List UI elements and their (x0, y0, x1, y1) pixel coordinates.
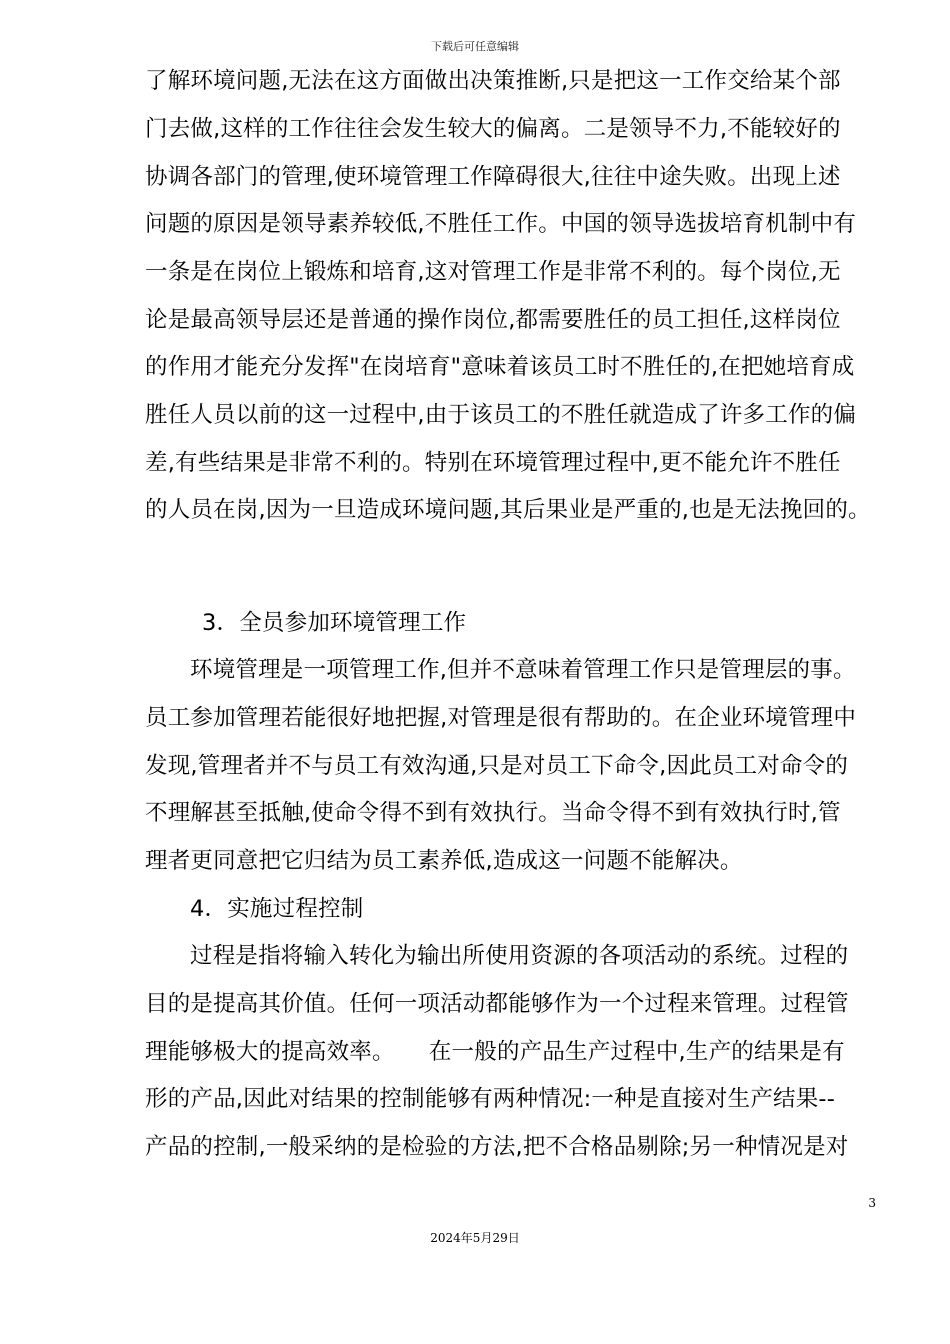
text-line: 了解环境问题,无法在这方面做出决策推断,只是把这一工作交给某个部 (145, 68, 841, 94)
text-line: 理者更同意把它归结为员工素养低,造成这一问题不能解决。 (145, 848, 743, 874)
page-number: 3 (868, 1196, 876, 1210)
footer-date: 2024年5月29日 (430, 1231, 520, 1245)
section-heading: 3．全员参加环境管理工作 (202, 610, 467, 636)
text-line: 门去做,这样的工作往往会发生较大的偏离。二是领导不力,不能较好的 (145, 116, 841, 142)
text-line: 的作用才能充分发挥"在岗培育"意味着该员工时不胜任的,在把她培育成 (145, 354, 855, 380)
text-line: 目的是提高其价值。任何一项活动都能够作为一个过程来管理。过程管 (145, 991, 849, 1017)
text-line: 发现,管理者并不与员工有效沟通,只是对员工下命令,因此员工对命令的 (145, 753, 849, 779)
text-line: 员工参加管理若能很好地把握,对管理是很有帮助的。在企业环境管理中 (145, 705, 857, 731)
section-heading: 4．实施过程控制 (190, 896, 364, 922)
text-line: 过程是指将输入转化为输出所使用资源的各项活动的系统。过程的 (190, 943, 849, 969)
text-line: 形的产品,因此对结果的控制能够有两种情况:一种是直接对生产结果-- (145, 1086, 836, 1112)
text-line: 胜任人员以前的这一过程中,由于该员工的不胜任就造成了许多工作的偏 (145, 402, 857, 428)
text-line: 的人员在岗,因为一旦造成环境问题,其后果业是严重的,也是无法挽回的。 (145, 497, 871, 523)
text-line: 论是最高领导层还是普通的操作岗位,都需要胜任的员工担任,这样岗位 (145, 307, 841, 333)
text-line: 协调各部门的管理,使环境管理工作障碍很大,往往中途失败。出现上述 (145, 164, 841, 190)
text-line: 环境管理是一项管理工作,但并不意味着管理工作只是管理层的事。 (190, 657, 856, 683)
text-line: 不理解甚至抵触,使命令得不到有效执行。当命令得不到有效执行时,管 (145, 800, 841, 826)
text-line: 差,有些结果是非常不利的。特别在环境管理过程中,更不能允许不胜任 (145, 450, 841, 476)
text-line: 产品的控制,一般采纳的是检验的方法,把不合格品剔除;另一种情况是对 (145, 1134, 849, 1160)
page-header: 下载后可任意编辑 (431, 40, 519, 53)
text-line: 一条是在岗位上锻炼和培育,这对管理工作是非常不利的。每个岗位,无 (145, 259, 841, 285)
text-line: 理能够极大的提高效率。 在一般的产品生产过程中,生产的结果是有 (145, 1039, 845, 1065)
text-line: 问题的原因是领导素养较低,不胜任工作。中国的领导选拔培育机制中有 (145, 211, 857, 237)
